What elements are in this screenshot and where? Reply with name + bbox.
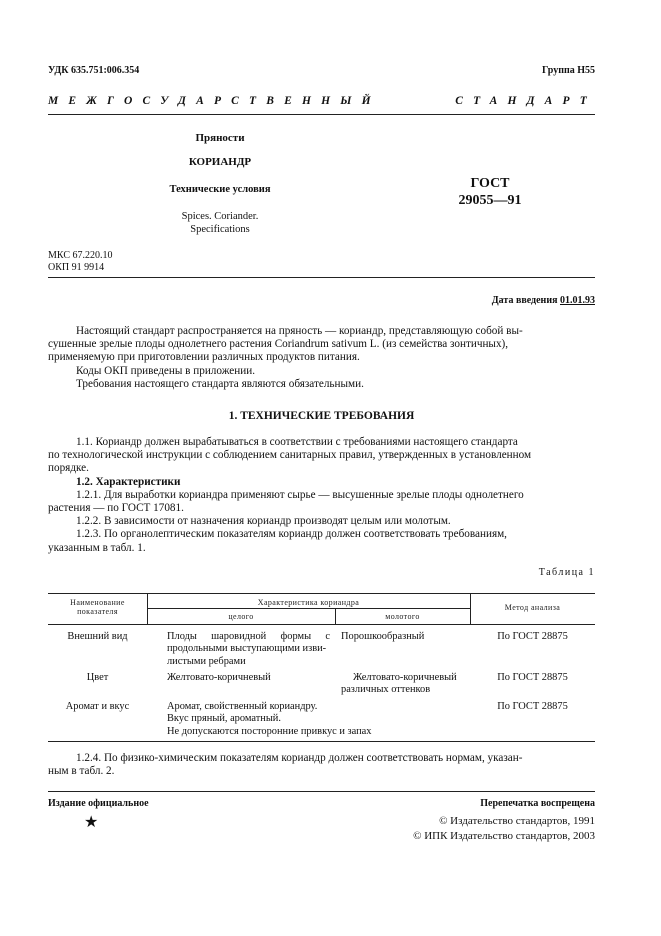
row-name: Внешний вид <box>67 631 128 642</box>
intro-date-value: 01.01.93 <box>560 295 595 306</box>
head-method: Метод анализа <box>504 603 561 612</box>
table-bottom-rule <box>48 741 595 742</box>
cell-line: листыми ребрами <box>167 655 246 667</box>
intro-line: Коды ОКП приведены в приложении. <box>76 364 256 377</box>
head-ground: молотого <box>385 612 420 621</box>
para-1-1-end: порядке. <box>48 462 89 475</box>
para-1-2-1-end: растения — по ГОСТ 17081. <box>48 502 184 515</box>
copyright-2003: © ИПК Издательство стандартов, 2003 <box>413 830 595 842</box>
table-caption: Таблица 1 <box>538 567 595 578</box>
head-indicator <box>48 598 147 616</box>
okp-code: ОКП 91 9914 <box>48 262 105 273</box>
table-subhead-rule <box>147 608 470 609</box>
head-indicator-line: показателя <box>77 607 118 616</box>
row-name: Аромат и вкус <box>65 701 130 712</box>
gost-number: 29055—91 <box>458 193 522 208</box>
para-1-2: 1.2. Характеристики <box>76 475 181 488</box>
row-whole: Желтовато-коричневый <box>167 672 271 683</box>
row-merged <box>167 701 467 738</box>
para-line: 1.2.4. По физико-химическим показателям кориандр должен соответствовать нормам, указан- <box>76 752 523 764</box>
banner-interstate: МЕЖГОСУДАРСТВЕННЫЙ <box>48 95 381 107</box>
doc-title-en-1: Spices. Coriander. <box>181 211 259 222</box>
cell-line: Не допускаются посторонние привкус и запах <box>167 725 372 737</box>
cell-line: Желтовато-коричневый <box>353 672 457 683</box>
footer-rule <box>48 791 595 792</box>
head-indicator-line: Наименование <box>70 598 125 607</box>
row-method: По ГОСТ 28875 <box>497 631 568 642</box>
doc-subtitle: Технические условия <box>169 184 271 195</box>
row-method: По ГОСТ 28875 <box>497 701 568 712</box>
official-edition: Издание официальное <box>48 798 149 809</box>
intro-date <box>492 295 595 306</box>
para-1-2-2: 1.2.2. В зависимости от назначения кориандр производят целым или молотым. <box>76 515 451 528</box>
cell-line: Плоды шаровидной формы с <box>167 631 330 642</box>
para-1-1: 1.1. Кориандр должен вырабатываться в соответствии с требованиями настоящего стандарта <box>76 436 518 448</box>
gost-label: ГОСТ <box>470 176 510 191</box>
intro-line: Требования настоящего стандарта являются обязательными. <box>76 377 364 390</box>
mks-code: МКС 67.220.10 <box>48 250 113 261</box>
codes-rule <box>48 277 595 278</box>
intro-line: Настоящий стандарт распространяется на пряность — кориандр, представляющую собой вы- <box>76 325 523 337</box>
head-characteristic: Характеристика кориандра <box>257 598 360 607</box>
cell-line: различных оттенков <box>341 684 431 696</box>
row-name: Цвет <box>86 672 109 683</box>
section-heading: 1. ТЕХНИЧЕСКИЕ ТРЕБОВАНИЯ <box>228 410 415 422</box>
row-whole <box>167 631 330 668</box>
para-1-2-3: 1.2.3. По органолептическим показателям кориандр должен соответствовать требованиям, <box>76 528 507 541</box>
intro-line: сушенные зрелые плоды однолетнего растения Coriandrum sativum L. (из семейства зонтичных), <box>48 338 509 351</box>
para-1-1-cont: по технологической инструкции с соблюдением санитарных правил, утвержденных в установленном <box>48 449 532 462</box>
table-top-rule <box>48 593 595 594</box>
para-1-2-4 <box>48 752 595 778</box>
doc-title-en-2: Specifications <box>190 224 250 235</box>
star-icon: ★ <box>84 814 99 831</box>
header-rule <box>48 114 595 115</box>
intro-line: применяемую при приготовлении различных продуктов питания. <box>48 351 360 364</box>
para-1-2-1: 1.2.1. Для выработки кориандра применяют сырье — высушенные зрелые плоды однолетнего <box>76 488 524 501</box>
para-line: ным в табл. 2. <box>48 765 115 778</box>
intro-text <box>48 325 595 391</box>
section-body <box>48 436 595 555</box>
udk-code: УДК 635.751:006.354 <box>48 65 140 76</box>
head-whole: целого <box>228 612 254 621</box>
banner-standard: СТАНДАРТ <box>455 95 597 107</box>
table-head-rule <box>48 624 595 625</box>
copyright-1991: © Издательство стандартов, 1991 <box>439 815 595 827</box>
row-ground: Порошкообразный <box>341 631 425 642</box>
cell-line: продольными выступающими изви- <box>167 643 327 655</box>
cell-line: Вкус пряный, ароматный. <box>167 713 281 725</box>
reprint-prohibited: Перепечатка воспрещена <box>480 798 595 809</box>
group-code: Группа Н55 <box>542 65 595 76</box>
row-ground <box>341 672 471 697</box>
doc-title: КОРИАНДР <box>188 156 252 168</box>
para-1-2-3-end: указанным в табл. 1. <box>48 541 146 554</box>
cell-line: Аромат, свойственный кориандру. <box>167 701 318 712</box>
intro-date-label: Дата введения <box>491 295 558 306</box>
doc-category: Пряности <box>195 132 245 144</box>
row-method: По ГОСТ 28875 <box>497 672 568 683</box>
